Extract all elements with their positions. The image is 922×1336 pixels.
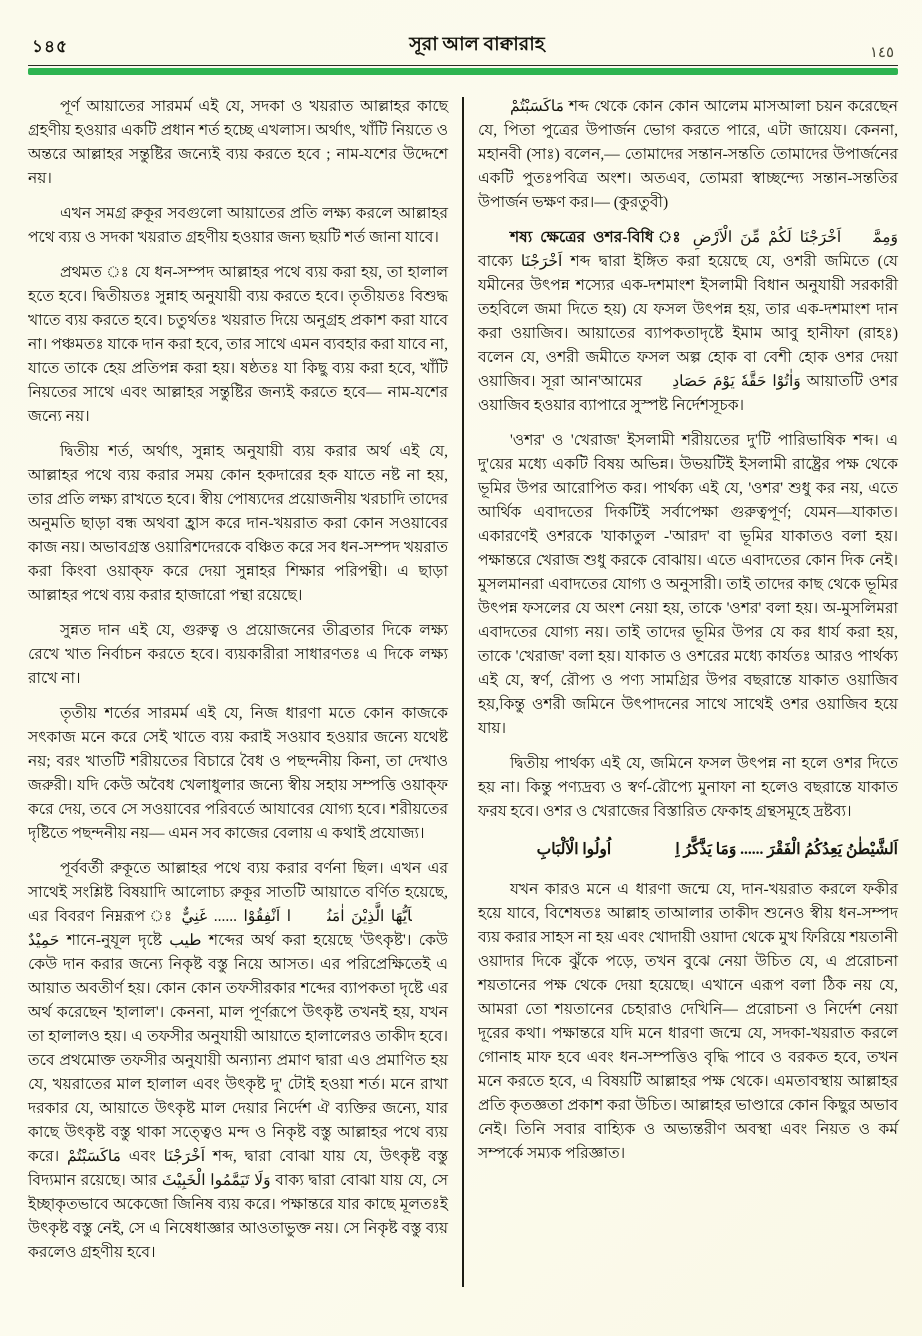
ushar-rule-heading: শষ্য ক্ষেত্রের ওশর-বিধি ঃ: [510, 229, 693, 246]
right-column: [478, 95, 898, 1276]
paragraph-summary-ikhlas: পূর্ণ আয়াতের সারমর্ম এই যে, সদকা ও খয়রাত আল্লাহর কাছে গ্রহণীয় হওয়ার একটি প্রধান শর্ত হচ্ছে এখলাস। অর্থাৎ, খাঁটি নিয়তে ও অন্তরে আল্লাহর সন্তুষ্টির জন্যেই ব্যয় করতে হবে ; নাম-যশের উদ্দেশে নয়।: [28, 98, 448, 187]
header-rule-thin: [28, 65, 898, 66]
page-number-arabic: ١٤٥: [869, 45, 894, 61]
page-number-bengali: ১৪৫: [32, 37, 69, 56]
paragraph-second-difference: দ্বিতীয় পার্থক্য এই যে, জমিনে ফসল উৎপন্ন না হলে ওশর দিতে হয় না। কিন্তু পণ্যদ্রব্য ও স্বর্ণ-রৌপ্যে মুনাফা না হলেও বছরান্তে যাকাত ফরয হবে। ওশর ও খেরাজের বিস্তারিত ফেকাহ গ্রন্থসমূহে দ্রষ্টব্য।: [478, 755, 898, 820]
paragraph-previous-ruku-tafsir: পূর্ববর্তী রুকূতে আল্লাহর পথে ব্যয় করার বর্ণনা ছিল। এখন এর সাথেই সংশ্লিষ্ট বিষয়াদি আলোচ্য রুকূর সাতটি আয়াতে বর্ণিত হয়েছে, এর বিবরণ নিম্নরূপ ঃ يٰۤاَيُّهَا الَّذِيْنَ اٰمَنُوْۤا اَنْفِقُوْا ...... غَنِيٌّ حَمِيْدٌ শানে-নুযূল দৃষ্টে طيب শব্দের অর্থ করা হয়েছে 'উৎকৃষ্ট'। কেউ কেউ দান করার জন্যে নিকৃষ্ট বস্তু নিয়ে আসত। এর পরিপ্রেক্ষিতেই এ আয়াত অবতীর্ণ হয়। কোন কোন তফসীরকার শব্দের ব্যাপকতা দৃষ্টে এর অর্থ করেছেন 'হালাল'। কেননা, মাল পূর্ণরূপে উৎকৃষ্ট তখনই হয়, যখন তা হালালও হয়। এ তফসীর অনুযায়ী আয়াতে হালালেরও তাকীদ হবে। তবে প্রথমোক্ত তফসীর অনুযায়ী অন্যান্য প্রমাণ দ্বারা এও প্রমাণিত হয় যে, খয়রাতের মাল হালাল এবং উৎকৃষ্ট দু' টোই হওয়া শর্ত। মনে রাখা দরকার যে, আয়াতে উৎকৃষ্ট মাল দেয়ার নির্দেশ ঐ ব্যক্তির জন্যে, যার কাছে উৎকৃষ্ট বস্তু থাকা সত্ত্বেও মন্দ ও নিকৃষ্ট বস্তু আল্লাহর পথে ব্যয় করে। مَاكَسَبْتُمْ এবং اَخْرَجْنَا শব্দ, দ্বারা বোঝা যায় যে, উৎকৃষ্ট বস্তু বিদ্যমান রয়েছে। আর وَلَا تَيَمَّمُوا الْخَبِيْثَ বাক্য দ্বারা বোঝা যায় যে, সে ইচ্ছাকৃতভাবে অকেজো জিনিষ ব্যয় করে। পক্ষান্তরে যার কাছে মূলতঃই উৎকৃষ্ট বস্তু নেই, সে এ নিষেধাজ্ঞার আওতাভুক্ত নয়। সে নিকৃষ্ট বস্তু ব্যয় করলেও গ্রহণীয় হবে।: [28, 860, 448, 1261]
paragraph-ushar-vs-kheraj: 'ওশর' ও 'খেরাজ' ইসলামী শরীয়তের দু'টি পারিভাষিক শব্দ। এ দু'য়ের মধ্যে একটি বিষয় অভিন্ন। উভয়টিই ইসলামী রাষ্ট্রের পক্ষ থেকে ভূমির উপর আরোপিত কর। পার্থক্য এই যে, 'ওশর' শুধু কর নয়, এতে আর্থিক এবাদতের দিকটিই সর্বাপেক্ষা গুরুত্বপূর্ণ; যেমন—যাকাত। একারণেই ওশরকে 'যাকাতুল -'আরদ' বা ভূমির যাকাতও বলা হয়। পক্ষান্তরে খেরাজ শুধু করকে বোঝায়। এতে এবাদতের কোন দিক নেই। মুসলমানরা এবাদতের যোগ্য ও অনুসারী। তাই তাদের কাছ থেকে ভূমির উৎপন্ন ফসলের যে অংশ নেয়া হয়, তাকে 'ওশর' বলা হয়। অ-মুসলিমরা এবাদতের যোগ্য নয়। তাই তাদের ভূমির উপর যে কর ধার্য করা হয়, তাকে 'খেরাজ' বলা হয়। যাকাত ও ওশরের মধ্যে কার্যতঃ আরও পার্থক্য এই যে, স্বর্ণ, রৌপ্য ও পণ্য সামগ্রির উপর বছরান্তে যাকাত ওয়াজিব হয়,কিন্তু ওশরী জমিনে উৎপাদনের সাথে সাথেই ওশর ওয়াজিব হয়ে যায়।: [478, 432, 898, 737]
text-columns: [28, 95, 898, 1276]
paragraph-shaytan-promise: যখন কারও মনে এ ধারণা জন্মে যে, দান-খয়রাত করলে ফকীর হয়ে যাবে, বিশেষতঃ আল্লাহ তাআলার তাকীদ শুনেও স্বীয় ধন-সম্পদ ব্যয় করার সাহস না হয় এবং খোদায়ী ওয়াদা থেকে মুখ ফিরিয়ে শয়তানী ওয়াদার দিকে ঝুঁকে পড়ে, তখন বুঝে নেয়া উচিত যে, এ প্ররোচনা শয়তানের পক্ষ থেকে দেয়া হয়েছে। এখানে এরূপ বলা ঠিক নয় যে, আমরা তো শয়তানের চেহারাও দেখিনি— প্ররোচনা ও নির্দেশ নেয়া দূরের কথা। পক্ষান্তরে যদি মনে ধারণা জন্মে যে, সদকা-খয়রাত করলে গোনাহ মাফ হবে এবং ধন-সম্পত্তিও বৃদ্ধি পাবে ও বরকত হবে, তখন মনে করতে হবে, এ বিষয়টি আল্লাহর পক্ষ থেকে। এমতাবস্থায় আল্লাহর প্রতি কৃতজ্ঞতা প্রকাশ করা উচিত। আল্লাহর ভাণ্ডারে কোন কিছুর অভাব নেই। তিনি সবার বাহ্যিক ও অভ্যন্তরীণ অবস্থা এবং নিয়ত ও কর্ম সম্পর্কে সম্যক পরিজ্ঞাত।: [478, 881, 898, 1162]
paragraph-makasabtum-masala: مَاكَسَبْتُمْ শব্দ থেকে কোন কোন আলেম মাসআলা চয়ন করেছেন যে, পিতা পুত্রের উপার্জন ভোগ করতে পারে, এটা জায়েয। কেননা, মহানবী (সাঃ) বলেন,— তোমাদের সন্তান-সন্ততি তোমাদের উপার্জনের একটি পুতঃপবিত্র অংশ। অতএব, তোমরা স্বাচ্ছন্দ্যে সন্তান-সন্ততির উপার্জন ভক্ষণ কর।— (কুরতুবী): [478, 98, 898, 211]
paragraph-ushar-rule: [478, 226, 898, 418]
arabic-verse-line: اَلشَّيْطٰنُ يَعِدُكُمُ الْفَقْرَ ...... وَمَا يَذَّكَّرُ اِلَّاۤ اُولُوا الْاَلْبَابِ: [536, 841, 898, 858]
page-title: সূরা আল বাক্বারাহ: [409, 34, 545, 55]
paragraph-second-condition: দ্বিতীয় শর্ত, অর্থাৎ, সুন্নাহ অনুযায়ী ব্যয় করার অর্থ এই যে, আল্লাহর পথে ব্যয় করার সময় কোন হকদারের হক যাতে নষ্ট না হয়, তার প্রতি লক্ষ্য রাখতে হবে। স্বীয় পোষ্যদের প্রয়োজনীয় খরচাদি তাদের অনুমতি ছাড়া বন্ধ অথবা হ্রাস করে দান-খয়রাত করা কোন সওয়াবের কাজ নয়। অভাবগ্রস্ত ওয়ারিশদেরকে বঞ্চিত করে সব ধন-সম্পদ খয়রাত করা কিংবা ওয়াক্‌ফ করে দেয়া সুন্নাহর শিক্ষার পরিপন্থী। এ ছাড়া আল্লাহর পথে ব্যয় করার হাজারো পন্থা রয়েছে।: [28, 443, 448, 604]
paragraph-six-conditions-list: প্রথমত ঃ যে ধন-সম্পদ আল্লাহর পথে ব্যয় করা হয়, তা হালাল হতে হবে। দ্বিতীয়তঃ সুন্নাহ অনুযায়ী ব্যয় করতে হবে। তৃতীয়তঃ বিশুদ্ধ খাতে ব্যয় করতে হবে। চতুর্থতঃ খয়রাত দিয়ে অনুগ্রহ প্রকাশ করা যাবে না। পঞ্চমতঃ যাকে দান করা হবে, তার সাথে এমন ব্যবহার করা যাবে না, যাতে তাকে হেয় প্রতিপন্ন করা হয়। ষষ্ঠতঃ যা কিছু ব্যয় করা হবে, খাঁটি নিয়তের সাথে এবং আল্লাহর সন্তুষ্টির জন্যই করতে হবে— নাম-যশের জন্যে নয়।: [28, 264, 448, 425]
paragraph-third-condition: তৃতীয় শর্তের সারমর্ম এই যে, নিজ ধারণা মতে কোন কাজকে সৎকাজ মনে করে সেই খাতে ব্যয় করাই সওয়াব হওয়ার জন্যে যথেষ্ট নয়; বরং খাতটি শরীয়তের বিচারে বৈধ ও পছন্দনীয় কিনা, তা দেখাও জরুরী। যদি কেউ অবৈধ খেলাধুলার জন্যে স্বীয় সহায় সম্পত্তি ওয়াক্‌ফ করে দেয়, তবে সে সওয়াবের পরিবর্তে আযাবের যোগ্য হবে। শরীয়তের দৃষ্টিতে পছন্দনীয় নয়— এমন সব কাজের বেলায় এ কথাই প্রযোজ্য।: [28, 705, 448, 842]
left-column: [28, 95, 448, 1276]
paragraph-six-conditions-intro: এখন সমগ্র রুকূর সবগুলো আয়াতের প্রতি লক্ষ্য করলে আল্লাহর পথে ব্যয় ও সদকা খয়রাত গ্রহণীয় হওয়ার জন্য ছয়টি শর্ত জানা যাবে।: [28, 205, 448, 246]
column-divider: [462, 97, 464, 1287]
ushar-rule-body: وَمِمَّاۤ اَخْرَجْنَا لَكُمْ مِّنَ الْاَرْضِ বাক্যে اَخْرَجْنَا শব্দ দ্বারা ইঙ্গিত করা হয়েছে যে, ওশরী জমিতে (যে যমীনের উৎপন্ন শস্যের এক-দশমাংশ ইসলামী বিধান অনুযায়ী সরকারী তহবিলে জমা দিতে হয়) যে ফসল উৎপন্ন হয়, তার এক-দশমাংশ দান করা ওয়াজিব। আয়াতের ব্যাপকতাদৃষ্টে ইমাম আবু হানীফা (রাহঃ) বলেন যে, ওশরী জমীতে ফসল অল্প হোক বা বেশী হোক ওশর দেয়া ওয়াজিব। সূরা আন'আমের وَاٰتُوْا حَقَّهٗ يَوْمَ حَصَادِهٖ আয়াতটি ওশর ওয়াজিব হওয়ার ব্যাপারে সুস্পষ্ট নির্দেশসূচক।: [478, 229, 898, 414]
header-rule-green: [28, 68, 898, 75]
paragraph-sunnat-dan: সুন্নত দান এই যে, গুরুত্ব ও প্রয়োজনের তীব্রতার দিকে লক্ষ্য রেখে খাত নির্বাচন করতে হবে। ব্যয়কারীরা সাধারণতঃ এ দিকে লক্ষ্য রাখে না।: [28, 622, 448, 687]
page-header: [28, 30, 898, 62]
